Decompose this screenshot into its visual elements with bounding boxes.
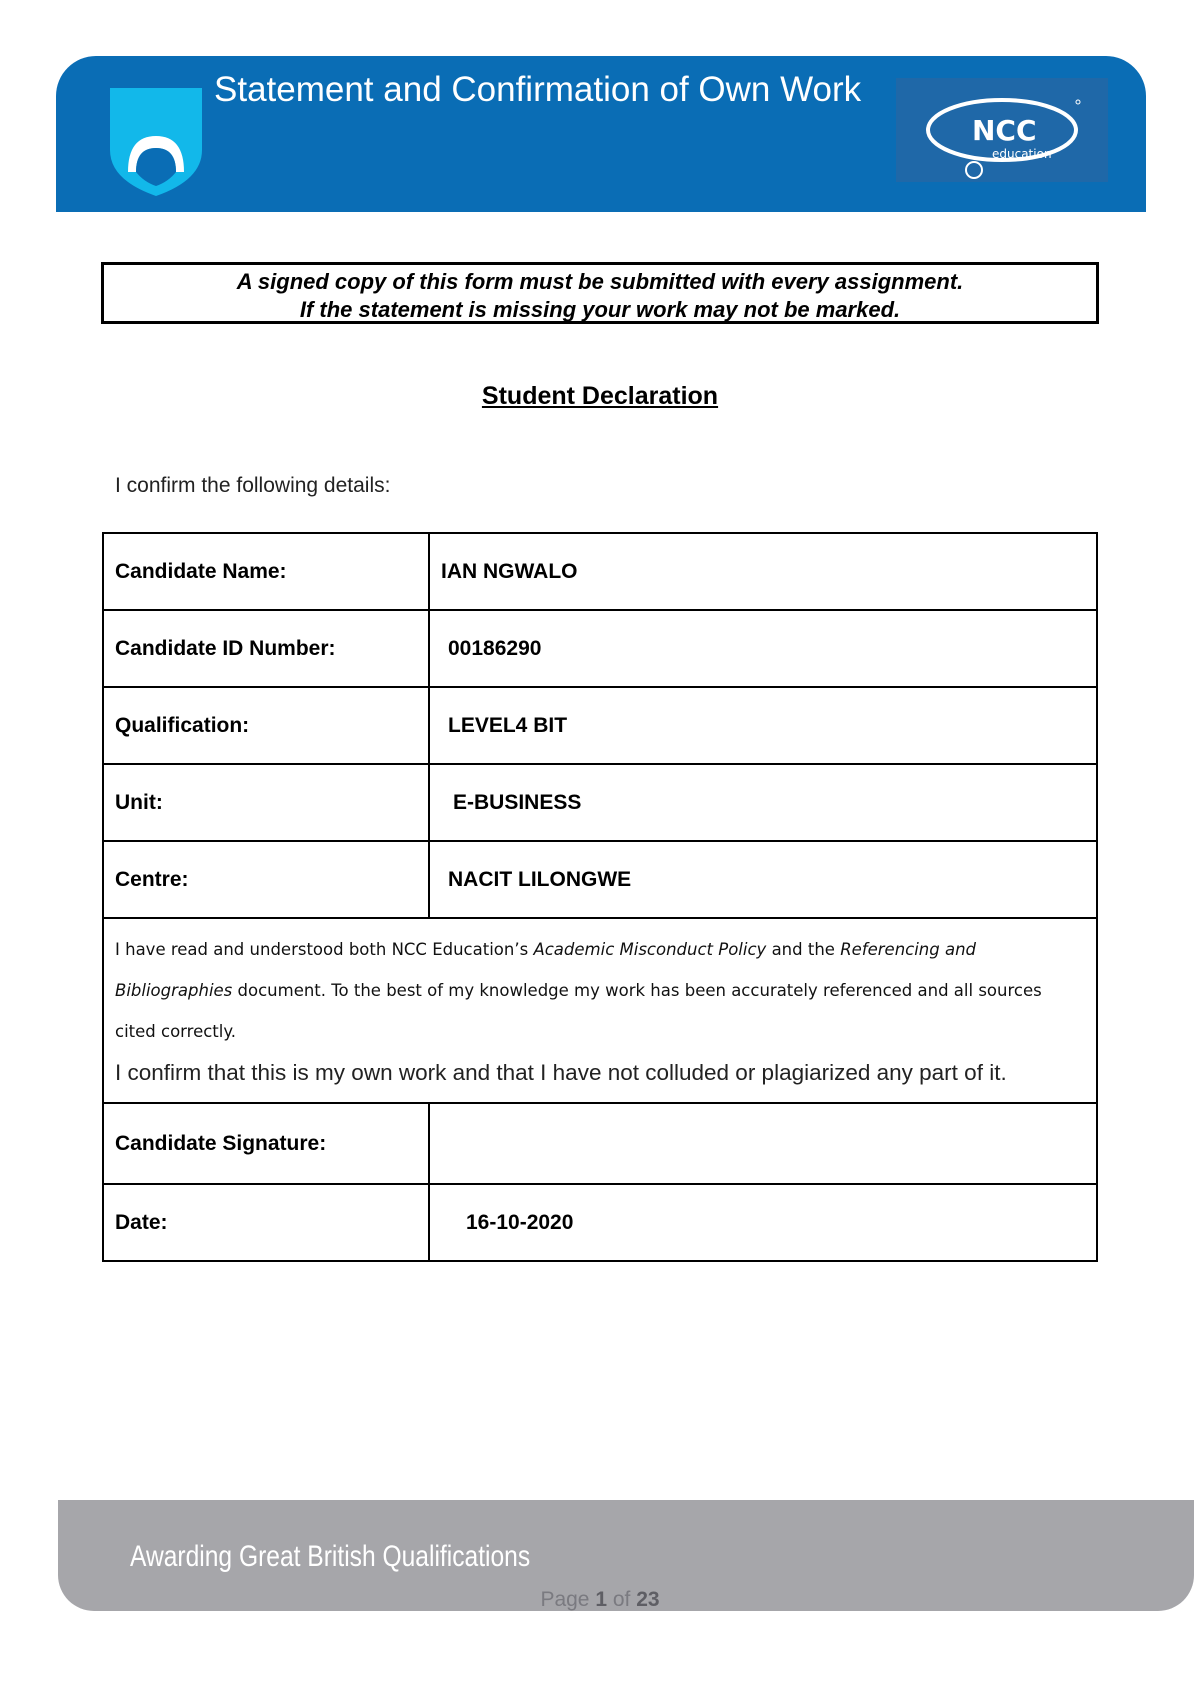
- policy-statement: [115, 929, 1084, 1052]
- own-work-confirmation: I confirm that this is my own work and that I have not colluded or plagiarized any part of it.: [115, 1060, 1007, 1085]
- candidate-name-field[interactable]: IAN NGWALO: [429, 533, 1097, 610]
- statement-text: document. To the best of my knowledge my work has been accurately referenced and all sources cited correctly.: [115, 981, 1042, 1041]
- page-title: Statement and Confirmation of Own Work: [214, 70, 862, 109]
- submission-notice: [101, 262, 1099, 324]
- declaration-intro: I confirm the following details:: [115, 474, 391, 497]
- logo-text: NCC: [972, 114, 1037, 147]
- ncc-education-logo: [896, 78, 1108, 182]
- date-field[interactable]: 16-10-2020: [429, 1184, 1097, 1261]
- page-total: 23: [636, 1588, 660, 1611]
- shield-logo-icon: [110, 88, 202, 196]
- qualification-label: Qualification:: [103, 687, 429, 764]
- unit-field[interactable]: E-BUSINESS: [429, 764, 1097, 841]
- date-label: Date:: [103, 1184, 429, 1261]
- footer-tagline: Awarding Great British Qualifications: [130, 1540, 531, 1573]
- table-row: [103, 610, 1097, 687]
- table-row: [103, 764, 1097, 841]
- table-row: [103, 841, 1097, 918]
- ncc-logo-icon: [896, 78, 1108, 182]
- page-number: [0, 1588, 1200, 1612]
- notice-line-1: A signed copy of this form must be submitted with every assignment.: [236, 269, 964, 294]
- notice-line-2: If the statement is missing your work may not be marked.: [299, 297, 901, 322]
- candidate-id-label: Candidate ID Number:: [103, 610, 429, 687]
- qualification-field[interactable]: LEVEL4 BIT: [429, 687, 1097, 764]
- logo-subtext: education: [992, 147, 1052, 161]
- table-row: [103, 687, 1097, 764]
- page-prefix: Page: [540, 1588, 596, 1611]
- centre-field[interactable]: NACIT LILONGWE: [429, 841, 1097, 918]
- candidate-id-field[interactable]: 00186290: [429, 610, 1097, 687]
- table-row: [103, 918, 1097, 1103]
- table-row: [103, 1103, 1097, 1184]
- declaration-title: Student Declaration: [481, 382, 719, 410]
- table-row: [103, 533, 1097, 610]
- table-row: [103, 1184, 1097, 1261]
- candidate-name-label: Candidate Name:: [103, 533, 429, 610]
- policy-name: Academic Misconduct Policy: [533, 940, 767, 959]
- declaration-statement: [103, 918, 1097, 1103]
- signature-label: Candidate Signature:: [103, 1103, 429, 1184]
- header-banner: [56, 56, 1146, 212]
- signature-field[interactable]: [429, 1103, 1097, 1184]
- page-current: 1: [595, 1588, 608, 1611]
- details-table: [102, 532, 1098, 1262]
- page-separator: of: [607, 1588, 637, 1611]
- statement-text: and the: [766, 940, 841, 959]
- document-name: Referencing and Bibliographies: [115, 940, 977, 1000]
- centre-label: Centre:: [103, 841, 429, 918]
- statement-text: I have read and understood both NCC Education’s: [115, 940, 534, 959]
- unit-label: Unit:: [103, 764, 429, 841]
